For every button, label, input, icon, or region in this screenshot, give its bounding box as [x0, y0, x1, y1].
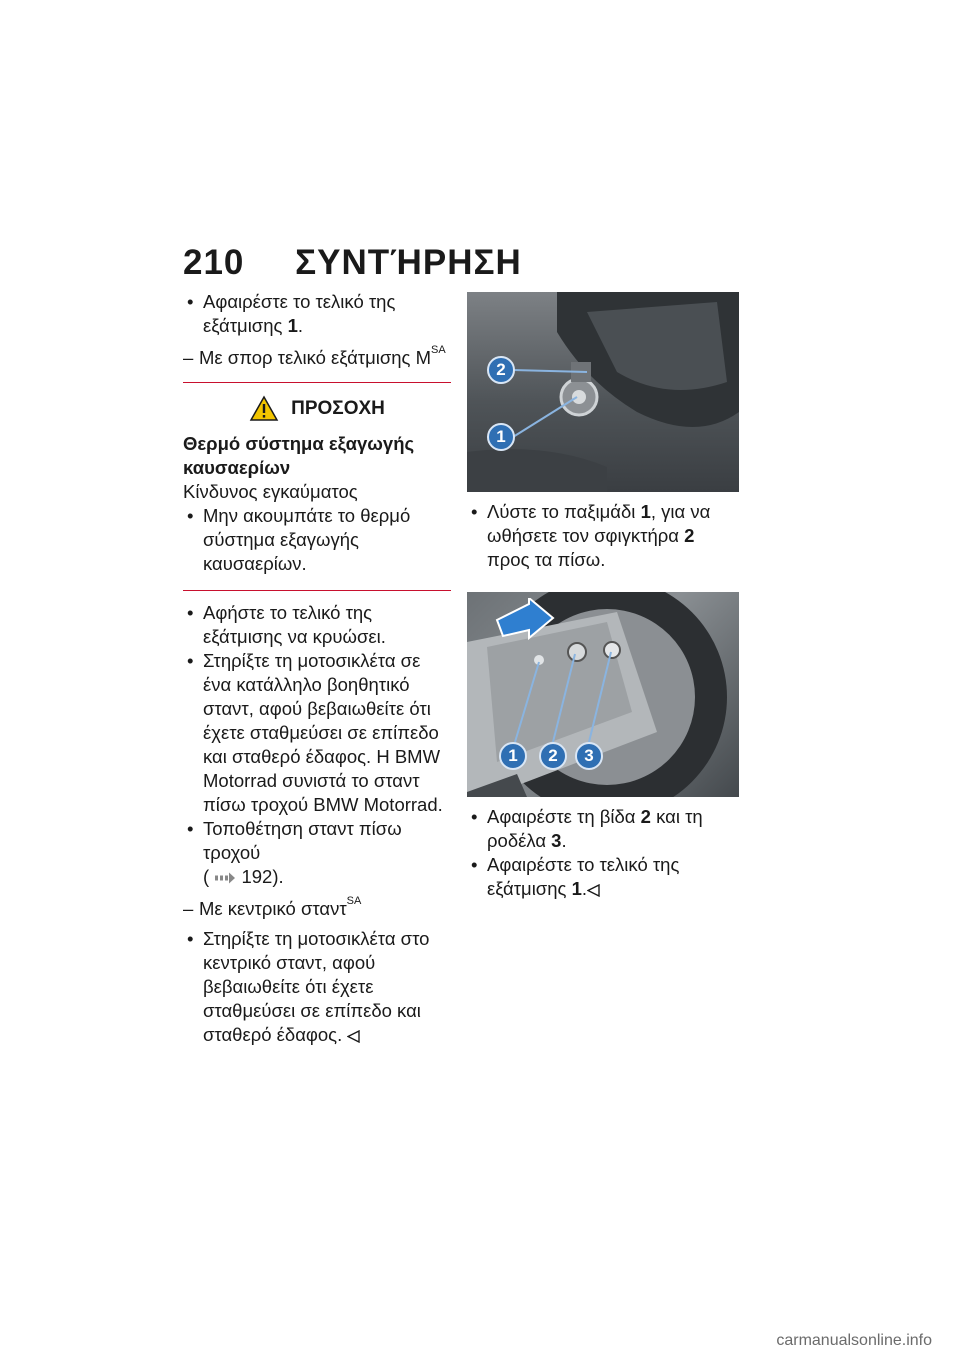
callout-1: 1: [499, 742, 527, 770]
list-item: • Αφαιρέστε το τελικό της εξάτμισης 1.: [467, 853, 739, 901]
page-reference[interactable]: 192).: [241, 866, 284, 887]
callout-2: 2: [487, 356, 515, 384]
list-item: • Τοποθέτηση σταντ πίσω τροχού ( 192).: [183, 817, 451, 889]
end-of-section-icon: [347, 1030, 360, 1043]
callout-1: 1: [487, 423, 515, 451]
list-item: • Λύστε το παξιμάδι 1, για να ωθήσετε τον σφιγκτήρα 2 προς τα πίσω.: [467, 500, 739, 572]
warning-heading: Θερμό σύστημα εξαγωγής καυσαερίων: [183, 433, 415, 478]
warning-box: [183, 382, 451, 591]
part-ref: 2: [640, 806, 651, 827]
exhaust-clamp-illustration: [467, 292, 739, 492]
list-item: • Στηρίξτε τη μοτοσικλέτα στο κεντρικό σταντ, αφού βεβαιωθείτε ότι έχετε σταθμεύσει σε επίπεδο και σταθερό έδαφος.: [183, 927, 451, 1047]
left-column: [183, 290, 451, 1047]
warning-triangle-icon: [249, 395, 279, 422]
option-condition: – Με σπορ τελικό εξάτμισης $M^{SA}$: [183, 346, 451, 370]
part-ref: 1: [571, 878, 582, 899]
part-ref: 1: [287, 315, 298, 336]
page-number: 210: [183, 243, 245, 282]
right-column: [467, 292, 739, 901]
part-ref: 3: [551, 830, 562, 851]
watermark: carmanualsonline.info: [776, 1332, 932, 1349]
warning-item: • Μην ακουμπάτε το θερμό σύστημα εξαγωγής καυσαερίων.: [183, 504, 451, 576]
page-reference-arrow-icon: [214, 872, 236, 884]
list-item: • Αφαιρέστε τη βίδα 2 και τη ροδέλα 3.: [467, 805, 739, 853]
list-item: • Αφήστε το τελικό της εξάτμισης να κρυώσει.: [183, 601, 451, 649]
warning-title: ΠΡΟΣΟΧΗ: [183, 395, 451, 422]
page-header: [183, 243, 522, 283]
list-item: • Στηρίξτε τη μοτοσικλέτα σε ένα κατάλληλο βοηθητικό σταντ, αφού βεβαιωθείτε ότι έχετε σταθμεύσει σε επίπεδο και σταθερό έδαφος. Η BMW Motorrad συνιστά το σταντ πίσω τροχού BMW Motorrad.: [183, 649, 451, 817]
list-item: • Αφαιρέστε το τελικό της εξάτμισης 1.: [183, 290, 451, 338]
callout-3: 3: [575, 742, 603, 770]
silencer-mount-photo: [467, 592, 739, 797]
page-title: ΣΥΝΤΉΡΗΣΗ: [295, 243, 522, 282]
warning-subheading: Κίνδυνος εγκαύματος: [183, 481, 358, 502]
option-condition: – Με κεντρικό σταντ$^{SA}$: [183, 897, 451, 921]
part-ref: 1: [640, 501, 651, 522]
part-ref: 2: [684, 525, 695, 546]
exhaust-clamp-photo: [467, 292, 739, 492]
end-of-section-icon: [587, 884, 600, 897]
callout-2: 2: [539, 742, 567, 770]
direction-arrow-icon: [495, 598, 555, 640]
